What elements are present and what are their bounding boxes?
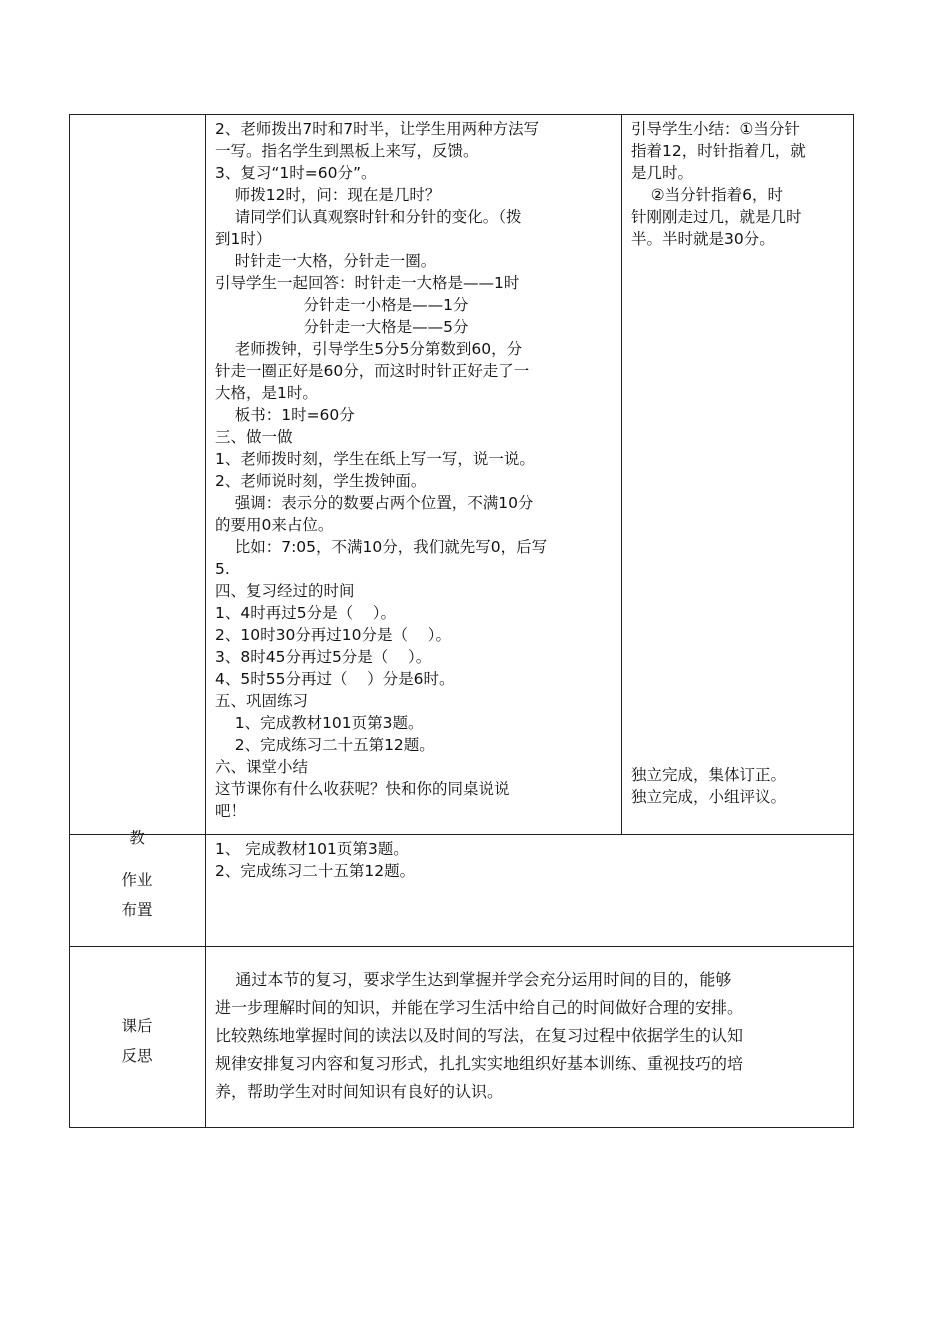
table-border-right [853, 114, 854, 1128]
text-line: 2、老师说时刻，学生拨钟面。 [215, 472, 427, 490]
section-label-homework-2: 布置 [121, 901, 153, 919]
section-label-homework-1: 作业 [121, 871, 153, 889]
table-row-divider-2 [69, 946, 854, 947]
text-line: 2、10时30分再过10分是（ ）。 [215, 626, 451, 644]
text-line: 1、老师拨时刻，学生在纸上写一写，说一说。 [215, 450, 535, 468]
note-line: 引导学生小结：①当分针 [631, 120, 800, 138]
text-line: 强调：表示分的数要占两个位置，不满10分 [215, 494, 534, 512]
note-line: ②当分针指着6，时 [631, 186, 783, 204]
table-inner-column-divider [621, 114, 622, 835]
section-heading: 五、巩固练习 [215, 692, 309, 710]
note-line: 是几时。 [631, 164, 694, 182]
reflection-line: 养，帮助学生对时间知识有良好的认识。 [215, 1082, 504, 1101]
text-line: 的要用0来占位。 [215, 516, 334, 534]
note-line: 指着12，时针指着几，就 [631, 142, 806, 160]
text-line: 3、复习“1时=60分”。 [215, 164, 377, 182]
text-line: 板书：1时=60分 [215, 406, 355, 424]
text-line: 大格，是1时。 [215, 384, 318, 402]
text-line: 一写。指名学生到黑板上来写，反馈。 [215, 142, 479, 160]
text-line: 1、4时再过5分是（ ）。 [215, 604, 397, 622]
note-line: 针刚刚走过几，就是几时 [631, 208, 802, 226]
reflection-line: 规律安排复习内容和复习形式，扎扎实实地组织好基本训练、重视技巧的培 [215, 1054, 744, 1073]
text-line: 引导学生一起回答：时针走一大格是——1时 [215, 274, 520, 292]
text-line: 2、完成练习二十五第12题。 [215, 736, 435, 754]
note-line: 半。半时就是30分。 [631, 230, 775, 248]
table-column-divider [205, 114, 206, 1128]
table-border-top [69, 114, 854, 115]
text-line: 分针走一大格是——5分 [215, 318, 469, 336]
section-label-teaching: 教 [129, 829, 145, 847]
note-line: 独立完成，集体订正。 [631, 766, 787, 784]
text-line: 老师拨钟，引导学生5分5分第数到60，分 [215, 340, 523, 358]
text-line: 分针走一小格是——1分 [215, 296, 469, 314]
text-line: 针走一圈正好是60分，而这时时针正好走了一 [215, 362, 530, 380]
section-heading: 三、做一做 [215, 428, 293, 446]
text-line: 3、8时45分再过5分是（ ）。 [215, 648, 432, 666]
homework-line: 2、完成练习二十五第12题。 [215, 862, 416, 880]
text-line: 时针走一大格，分针走一圈。 [215, 252, 437, 270]
text-line: 1、完成教材101页第3题。 [215, 714, 424, 732]
homework-line: 1、 完成教材101页第3题。 [215, 840, 409, 858]
text-line: 师拨12时，问：现在是几时？ [215, 186, 441, 204]
text-line: 这节课你有什么收获呢？快和你的同桌说说 [215, 780, 510, 798]
text-line: 2、老师拨出7时和7时半，让学生用两种方法写 [215, 120, 540, 138]
table-border-bottom [69, 1127, 854, 1128]
section-heading: 四、复习经过的时间 [215, 582, 355, 600]
reflection-line: 比较熟练地掌握时间的读法以及时间的写法，在复习过程中依据学生的认知 [215, 1026, 744, 1045]
section-label-reflection-1: 课后 [121, 1017, 153, 1035]
text-line: 请同学们认真观察时针和分针的变化。（拨 [215, 208, 522, 226]
text-line: 5. [215, 560, 230, 578]
reflection-line: 通过本节的复习，要求学生达到掌握并学会充分运用时间的目的，能够 [215, 970, 732, 989]
text-line: 4、5时55分再过（ ）分是6时。 [215, 670, 455, 688]
section-label-reflection-2: 反思 [121, 1047, 153, 1065]
reflection-line: 进一步理解时间的知识，并能在学习生活中给自己的时间做好合理的安排。 [215, 998, 744, 1017]
note-line: 独立完成，小组评议。 [631, 788, 787, 806]
table-border-left [69, 114, 70, 1128]
text-line: 到1时） [215, 230, 272, 248]
text-line: 吧！ [215, 802, 247, 820]
section-heading: 六、课堂小结 [215, 758, 309, 776]
text-line: 比如：7:05，不满10分，我们就先写0，后写 [215, 538, 548, 556]
